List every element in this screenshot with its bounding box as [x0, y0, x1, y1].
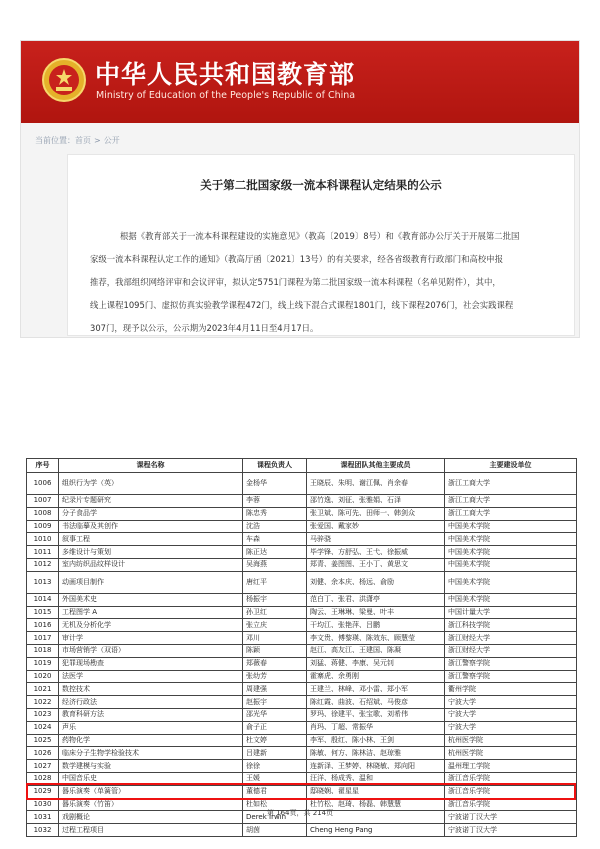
- cell-no: 1015: [27, 606, 59, 619]
- cell-lead: 杨振宇: [243, 593, 307, 606]
- cell-name: 书法临摹及其创作: [59, 520, 243, 533]
- cell-no: 1007: [27, 495, 59, 508]
- cell-no: 1014: [27, 593, 59, 606]
- cell-lead: 徐徐: [243, 760, 307, 773]
- cell-unit: 浙江财经大学: [445, 632, 577, 645]
- cell-no: 1013: [27, 571, 59, 593]
- cell-no: 1008: [27, 507, 59, 520]
- breadcrumb-section-link[interactable]: 公开: [103, 136, 120, 145]
- breadcrumb: [35, 135, 120, 146]
- national-emblem-icon: [41, 57, 87, 103]
- cell-name: 动画项目制作: [59, 571, 243, 593]
- header-team: 课程团队其他主要成员: [307, 459, 445, 473]
- cell-unit: 宁波大学: [445, 721, 577, 734]
- cell-lead: 董德君: [243, 785, 307, 798]
- table-row: [27, 546, 577, 559]
- cell-team: 汪洋、杨成秀、温和: [307, 772, 445, 785]
- cell-lead: 郑薇春: [243, 657, 307, 670]
- cell-team: 张卫斌、陈可先、田师一、韩剑众: [307, 507, 445, 520]
- table-row: [27, 632, 577, 645]
- table-row: [27, 670, 577, 683]
- table-row: [27, 785, 577, 798]
- article-line: 307门，现予以公示，公示期为2023年4月11日至4月17日。: [90, 323, 319, 333]
- cell-name: 经济行政法: [59, 696, 243, 709]
- table-row: [27, 533, 577, 546]
- cell-no: 1011: [27, 546, 59, 559]
- cell-no: 1030: [27, 798, 59, 811]
- cell-unit: 中国美术学院: [445, 520, 577, 533]
- table-row: [27, 696, 577, 709]
- cell-lead: 俞子正: [243, 721, 307, 734]
- cell-team: Cheng Heng Pang: [307, 824, 445, 837]
- course-table-page: [26, 458, 576, 837]
- table-row: [27, 708, 577, 721]
- breadcrumb-separator: >: [94, 136, 101, 145]
- cell-unit: 中国美术学院: [445, 546, 577, 559]
- cell-unit: 浙江财经大学: [445, 644, 577, 657]
- table-row: [27, 606, 577, 619]
- cell-name: 叙事工程: [59, 533, 243, 546]
- cell-lead: 邵光华: [243, 708, 307, 721]
- table-row: [27, 721, 577, 734]
- cell-unit: 杭州医学院: [445, 747, 577, 760]
- cell-team: 霍寨虎、余勇刚: [307, 670, 445, 683]
- cell-name: 无机及分析化学: [59, 619, 243, 632]
- cell-unit: 浙江音乐学院: [445, 798, 577, 811]
- table-row: [27, 644, 577, 657]
- cell-team: 王建兰、林峰、邓小雷、郑小军: [307, 683, 445, 696]
- cell-name: 药物化学: [59, 734, 243, 747]
- cell-lead: 沈浩: [243, 520, 307, 533]
- cell-name: 外国美术史: [59, 593, 243, 606]
- cell-name: 法医学: [59, 670, 243, 683]
- cell-no: 1023: [27, 708, 59, 721]
- cell-name: 数学建模与实验: [59, 760, 243, 773]
- cell-lead: 王媛: [243, 772, 307, 785]
- table-row: [27, 772, 577, 785]
- cell-no: 1018: [27, 644, 59, 657]
- header-lead: 课程负责人: [243, 459, 307, 473]
- cell-lead: 车森: [243, 533, 307, 546]
- cell-team: 刘猛、蒋健、李康、吴元钊: [307, 657, 445, 670]
- article-line: 家级一流本科课程认定工作的通知》（教高厅函〔2021〕13号）的有关要求，经各省级教育行政部门和高校申报: [90, 254, 504, 264]
- cell-lead: 陈正达: [243, 546, 307, 559]
- table-row: [27, 657, 577, 670]
- web-screenshot: [20, 40, 580, 338]
- article-line: 根据《教育部关于一流本科课程建设的实施意见》（教高〔2019〕8号）和《教育部办公厅关于开展第二批国: [120, 231, 520, 241]
- cell-team: 干均江、张艳萍、吕鹏: [307, 619, 445, 632]
- cell-team: 刘健、余本庆、杨远、俞励: [307, 571, 445, 593]
- article-body: [90, 225, 556, 338]
- header-course-name: 课程名称: [59, 459, 243, 473]
- cell-team: 张爱国、戴家妙: [307, 520, 445, 533]
- cell-name: 教育科研方法: [59, 708, 243, 721]
- cell-team: 陈红霞、曲波、石绍斌、马俊彦: [307, 696, 445, 709]
- article-line: 推荐，我部组织网络评审和会议评审，拟认定5751门课程为第二批国家级一流本科课程（名单见附件），其中，: [90, 277, 501, 287]
- table-row: [27, 683, 577, 696]
- table-row: [27, 619, 577, 632]
- cell-no: 1025: [27, 734, 59, 747]
- cell-name: 纪录片专题研究: [59, 495, 243, 508]
- cell-name: 市场营销学（双语）: [59, 644, 243, 657]
- cell-team: 王晓辰、朱明、谢江佩、肖余春: [307, 473, 445, 495]
- cell-no: 1024: [27, 721, 59, 734]
- cell-team: 李文贵、傅黎瑛、陈效东、顾慧莹: [307, 632, 445, 645]
- site-banner: [21, 41, 579, 123]
- site-subtitle: Ministry of Education of the People's Republic of China: [96, 90, 356, 101]
- cell-unit: 中国美术学院: [445, 571, 577, 593]
- cell-name: 器乐演奏（单簧管）: [59, 785, 243, 798]
- cell-unit: 温州理工学院: [445, 760, 577, 773]
- cell-lead: 金杨华: [243, 473, 307, 495]
- header-unit: 主要建设单位: [445, 459, 577, 473]
- cell-no: 1020: [27, 670, 59, 683]
- cell-name: 犯罪现场勘查: [59, 657, 243, 670]
- table-row: [27, 747, 577, 760]
- cell-no: 1022: [27, 696, 59, 709]
- cell-unit: 中国美术学院: [445, 533, 577, 546]
- cell-name: 室内纺织品纹样设计: [59, 558, 243, 571]
- cell-team: 连新泽、王梦婷、林晓敏、郑向阳: [307, 760, 445, 773]
- cell-no: 1028: [27, 772, 59, 785]
- cell-lead: 吴海燕: [243, 558, 307, 571]
- cell-lead: 邓川: [243, 632, 307, 645]
- cell-unit: 浙江音乐学院: [445, 785, 577, 798]
- cell-no: 1009: [27, 520, 59, 533]
- cell-team: 杜竹松、赵琦、杨磊、韩慧慧: [307, 798, 445, 811]
- cell-unit: 衢州学院: [445, 683, 577, 696]
- cell-lead: 唐红平: [243, 571, 307, 593]
- table-row: [27, 593, 577, 606]
- cell-unit: 浙江工商大学: [445, 473, 577, 495]
- table-row: [27, 495, 577, 508]
- cell-lead: 张立庆: [243, 619, 307, 632]
- page-number: 第 164页，共 214页: [266, 809, 334, 817]
- cell-team: 赵江、高友江、王建国、陈凝: [307, 644, 445, 657]
- cell-lead: 张幼芳: [243, 670, 307, 683]
- cell-name: 工程图学 A: [59, 606, 243, 619]
- cell-unit: 中国美术学院: [445, 558, 577, 571]
- cell-no: 1010: [27, 533, 59, 546]
- cell-team: 郑青、姜图图、王小丁、黄思文: [307, 558, 445, 571]
- cell-name: 声乐: [59, 721, 243, 734]
- cell-lead: 杜文婷: [243, 734, 307, 747]
- cell-lead: 吕建新: [243, 747, 307, 760]
- cell-unit: 宁波诺丁汉大学: [445, 811, 577, 824]
- cell-name: 分子食品学: [59, 507, 243, 520]
- cell-lead: Derek Irwin: [243, 811, 307, 824]
- cell-team: 陶云、王琳琳、梁曼、叶丰: [307, 606, 445, 619]
- table-row: [27, 824, 577, 837]
- cell-lead: 陈颖: [243, 644, 307, 657]
- cell-lead: 李蓉: [243, 495, 307, 508]
- cell-team: 肖玛、丁超、常振华: [307, 721, 445, 734]
- cell-no: 1006: [27, 473, 59, 495]
- article-title: 关于第二批国家级一流本科课程认定结果的公示: [200, 178, 442, 192]
- cell-unit: 中国计量大学: [445, 606, 577, 619]
- cell-no: 1019: [27, 657, 59, 670]
- cell-unit: 浙江科技学院: [445, 619, 577, 632]
- cell-team: 范白丁、张君、洪潇亭: [307, 593, 445, 606]
- table-header-row: [27, 459, 577, 473]
- table-row: [27, 507, 577, 520]
- article-line: 线上课程1095门、虚拟仿真实验教学课程472门，线上线下混合式课程1801门，线下课程2076门，社会实践课程: [90, 300, 514, 310]
- table-row: [27, 571, 577, 593]
- cell-unit: 宁波诺丁汉大学: [445, 824, 577, 837]
- article-panel: [67, 154, 575, 336]
- cell-team: 罗玛、徐建平、张宝歌、刘希伟: [307, 708, 445, 721]
- cell-unit: 宁波大学: [445, 696, 577, 709]
- breadcrumb-home-link[interactable]: 首页: [75, 136, 91, 145]
- cell-unit: 宁波大学: [445, 708, 577, 721]
- cell-team: 马骍骁: [307, 533, 445, 546]
- cell-unit: 浙江警察学院: [445, 657, 577, 670]
- table-row: [27, 473, 577, 495]
- site-title[interactable]: 中华人民共和国教育部: [95, 60, 356, 89]
- cell-lead: 孙卫红: [243, 606, 307, 619]
- cell-lead: 赵振宇: [243, 696, 307, 709]
- cell-name: 临床分子生物学检验技术: [59, 747, 243, 760]
- cell-unit: 浙江警察学院: [445, 670, 577, 683]
- cell-lead: 陈忠秀: [243, 507, 307, 520]
- cell-team: 邸晓娴、翟星星: [307, 785, 445, 798]
- cell-team: 毕学锋、方舒弘、王弋、徐振威: [307, 546, 445, 559]
- cell-team: 陈敏、何方、陈林洁、赵琼雅: [307, 747, 445, 760]
- table-body: [27, 473, 577, 837]
- cell-name: 多维设计与策划: [59, 546, 243, 559]
- cell-unit: 杭州医学院: [445, 734, 577, 747]
- cell-no: 1017: [27, 632, 59, 645]
- cell-team: 邵竹逸、刘征、张雅娟、石泽: [307, 495, 445, 508]
- cell-name: 器乐演奏（竹笛）: [59, 798, 243, 811]
- cell-no: 1016: [27, 619, 59, 632]
- cell-lead: 杜如松: [243, 798, 307, 811]
- cell-no: 1032: [27, 824, 59, 837]
- cell-no: 1021: [27, 683, 59, 696]
- table-row: [27, 558, 577, 571]
- cell-unit: 中国美术学院: [445, 593, 577, 606]
- cell-unit: 浙江工商大学: [445, 507, 577, 520]
- breadcrumb-prefix: 当前位置：: [35, 136, 75, 145]
- table-row: [27, 760, 577, 773]
- header-no: 序号: [27, 459, 59, 473]
- course-table: [26, 458, 577, 837]
- cell-name: 过程工程项目: [59, 824, 243, 837]
- cell-no: 1026: [27, 747, 59, 760]
- table-row: [27, 520, 577, 533]
- cell-team: 李军、殷红、陈小林、王剑: [307, 734, 445, 747]
- cell-no: 1012: [27, 558, 59, 571]
- cell-no: 1027: [27, 760, 59, 773]
- cell-no: 1031: [27, 811, 59, 824]
- cell-unit: 浙江音乐学院: [445, 772, 577, 785]
- cell-lead: 周建强: [243, 683, 307, 696]
- cell-name: 审计学: [59, 632, 243, 645]
- cell-unit: 浙江工商大学: [445, 495, 577, 508]
- table-row: [27, 734, 577, 747]
- cell-no: 1029: [27, 785, 59, 798]
- cell-name: 中国音乐史: [59, 772, 243, 785]
- cell-lead: 胡茵: [243, 824, 307, 837]
- cell-name: 数控技术: [59, 683, 243, 696]
- cell-name: 组织行为学（英）: [59, 473, 243, 495]
- cell-name: 戏剧概论: [59, 811, 243, 824]
